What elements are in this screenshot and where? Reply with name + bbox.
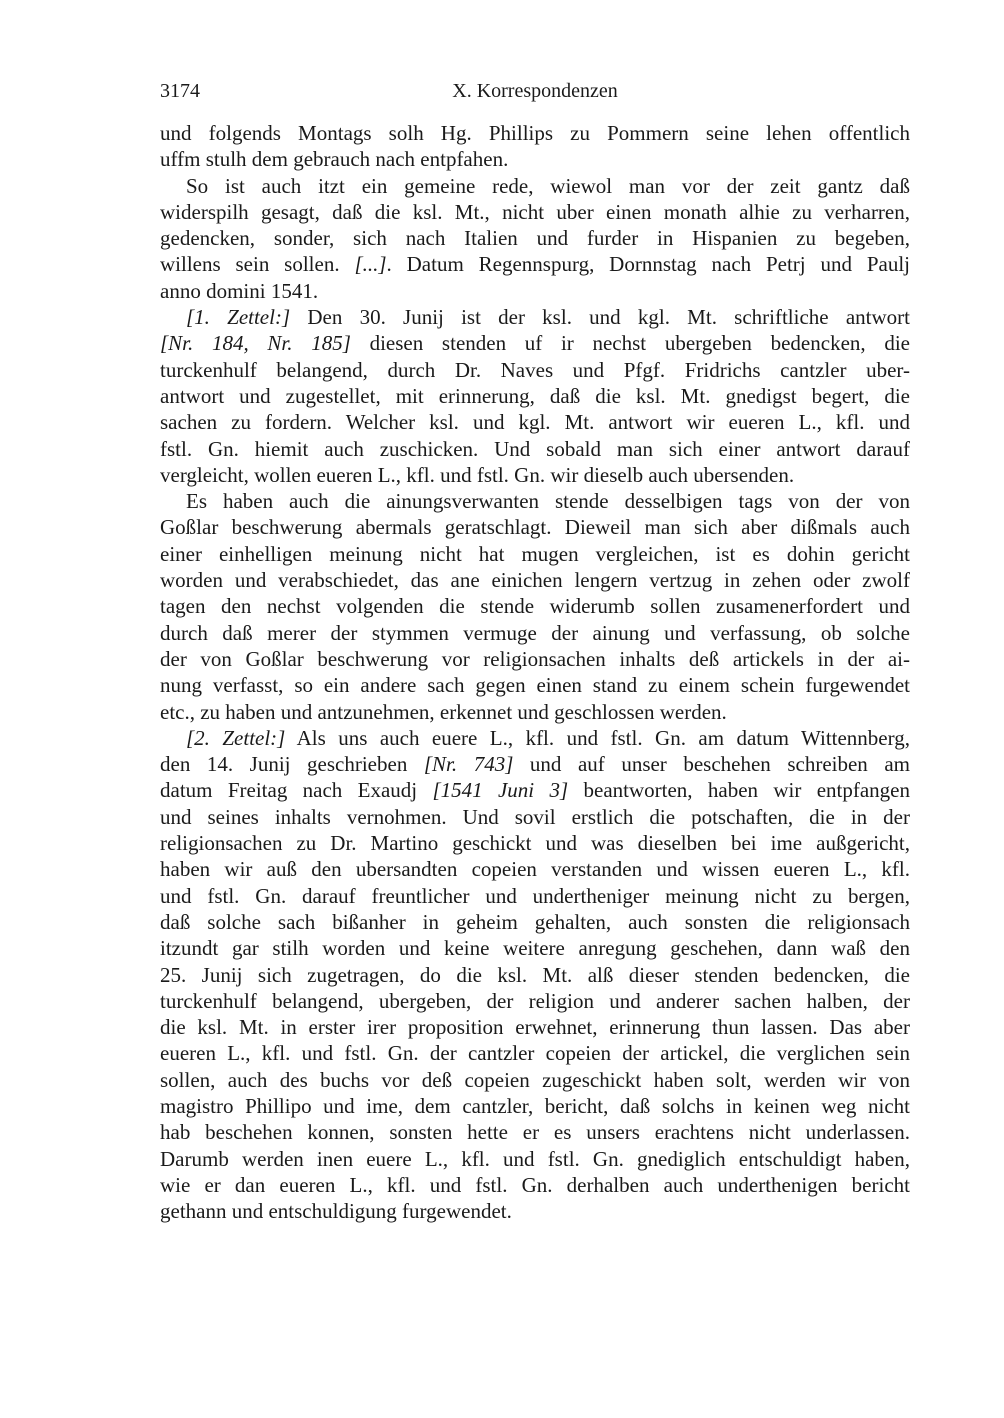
text-line (160, 777, 910, 803)
text-line (160, 830, 910, 856)
text-segment: sollen, auch des buchs vor deß copeien zugeschickt haben solt, werden wir von (160, 1067, 910, 1092)
text-segment: etc., zu haben und antzunehmen, erkennet und geschlossen werden. (160, 699, 727, 724)
text-segment: Darumb werden inen euere L., kfl. und fstl. Gn. gnediglich entschuldigt haben, (160, 1146, 910, 1171)
text-line (160, 1119, 910, 1145)
text-line (160, 173, 910, 199)
text-segment: widerspilh gesagt, daß die ksl. Mt., nicht uber einen monath alhie zu verharren, (160, 199, 910, 224)
text-line (160, 935, 910, 961)
text-segment: gethann und entschuldigung furgewendet. (160, 1199, 512, 1224)
text-line (160, 1014, 910, 1040)
text-segment: der von Goßlar beschwerung vor religionsachen inhalts deß artickels in der ai- (160, 646, 910, 671)
text-segment: hab beschehen konnen, sonsten hette er es unsers erachtens nicht underlassen. (160, 1120, 910, 1145)
text-line (160, 1093, 910, 1119)
text-segment: worden und verabschiedet, das ane einichen lengern vertzug in zehen oder zwolf (160, 568, 910, 593)
text-line (160, 462, 910, 488)
text-segment: nung verfasst, so ein andere sach gegen einen stand zu einem schein furgewendet (160, 673, 910, 698)
running-title: X. Korrespondenzen (452, 80, 618, 102)
text-line (160, 725, 910, 751)
text-line (160, 909, 910, 935)
text-segment: turckenhulf belangend, durch Dr. Naves und Pfgf. Fridrichs cantzler uber- (160, 357, 910, 382)
text-line (160, 1146, 910, 1172)
text-segment: datum Freitag nach Exaudj (160, 778, 433, 803)
text-line (160, 962, 910, 988)
text-line (160, 1040, 910, 1066)
text-segment: und folgends Montags solh Hg. Phillips zu Pommern seine lehen offentlich (160, 121, 910, 145)
editorial-note: [1541 Juni 3] (432, 778, 569, 803)
text-line (160, 567, 910, 593)
text-line (160, 225, 910, 251)
text-line (160, 804, 910, 830)
text-line (160, 357, 910, 383)
text-line (160, 251, 910, 277)
text-line (160, 1172, 910, 1198)
text-line (160, 488, 910, 514)
text-line (160, 278, 910, 304)
text-segment: fstl. Gn. hiemit auch zuschicken. Und sobald man sich einer antwort darauf (160, 436, 910, 461)
page-number: 3174 (160, 80, 200, 102)
text-segment: Es haben auch die ainungsverwanten stende desselbigen tags von der von (186, 489, 910, 514)
text-line (160, 120, 910, 146)
text-line (160, 1067, 910, 1093)
text-segment: beantworten, haben wir entpfangen (568, 778, 910, 803)
text-line (160, 436, 910, 462)
editorial-note: [2. Zettel:] (186, 725, 286, 750)
text-line (160, 751, 910, 777)
text-segment: So ist auch itzt ein gemeine rede, wiewol man vor der zeit gantz daß (186, 173, 910, 198)
text-segment: die ksl. Mt. in erster irer proposition erwehnet, erinnerung thun lassen. Das aber (160, 1015, 910, 1040)
text-line (160, 672, 910, 698)
text-segment: daß solche sach bißanher in geheim gehalten, auch sonsten die religionsach (160, 909, 910, 934)
document-body (160, 120, 910, 1224)
page-header (160, 80, 910, 106)
text-segment: tagen den nechst volgenden die stende widerumb sollen zusamenerfordert und (160, 594, 910, 619)
text-segment: turckenhulf belangend, ubergeben, der religion und anderer sachen halben, der (160, 988, 910, 1013)
text-line (160, 199, 910, 225)
text-line (160, 1198, 910, 1224)
text-segment: religionsachen zu Dr. Martino geschickt und was dieselben bei ime außgericht, (160, 831, 910, 856)
text-segment: Goßlar beschwerung abermals geratschlagt. Dieweil man sich aber dißmals auch (160, 515, 910, 540)
text-segment: willens sein sollen. (160, 252, 355, 277)
text-segment: wie er dan eueren L., kfl. und fstl. Gn. derhalben auch underthenigen bericht (160, 1172, 910, 1197)
text-line (160, 409, 910, 435)
text-segment: und fstl. Gn. darauf freuntlicher und undertheniger meinung nicht zu bergen, (160, 883, 910, 908)
text-segment: einer einhelligen meinung nicht hat mugen vergleichen, ist es dohin gericht (160, 541, 910, 566)
text-segment: und seines inhalts vernohmen. Und sovil erstlich die potschaften, die in der (160, 804, 910, 829)
text-segment: eueren L., kfl. und fstl. Gn. der cantzler copeien der artickel, die verglichen sein (160, 1041, 910, 1066)
text-segment: itzundt gar stilh worden und keine weitere anregung geschehen, dann waß den (160, 936, 910, 961)
text-segment: magistro Phillipo und ime, dem cantzler, bericht, daß solchs in keinen weg nicht (160, 1093, 910, 1118)
text-line (160, 330, 910, 356)
editorial-note: [Nr. 184, Nr. 185] (160, 331, 351, 356)
text-segment: gedencken, sonder, sich nach Italien und furder in Hispanien zu begeben, (160, 226, 910, 251)
text-line (160, 541, 910, 567)
text-line (160, 856, 910, 882)
text-line (160, 883, 910, 909)
text-segment: Als uns auch euere L., kfl. und fstl. Gn. am datum Wittennberg, (285, 725, 910, 750)
text-segment: Den 30. Junij ist der ksl. und kgl. Mt. schriftliche antwort (290, 305, 910, 330)
editorial-note: [Nr. 743] (423, 752, 514, 777)
text-segment: 25. Junij sich zugetragen, do die ksl. Mt. alß dieser stenden bedencken, die (160, 962, 910, 987)
text-segment: antwort und zugestellet, mit erinnerung, daß die ksl. Mt. gnedigst begert, die (160, 383, 910, 408)
text-segment: anno domini 1541. (160, 278, 319, 303)
text-line (160, 620, 910, 646)
text-segment: uffm stulh dem gebrauch nach entpfahen. (160, 147, 509, 172)
text-line (160, 593, 910, 619)
text-segment: und auf unser beschehen schreiben am (513, 752, 911, 777)
text-segment: diesen stenden uf ir nechst ubergeben bedencken, die (350, 331, 910, 356)
editorial-note: [1. Zettel:] (186, 305, 291, 330)
editorial-note: [...] (354, 252, 387, 277)
text-line (160, 304, 910, 330)
text-segment: haben wir auß den ubersandten copeien verstanden und wissen eueren L., kfl. (160, 857, 910, 882)
text-segment: vergleicht, wollen eueren L., kfl. und fstl. Gn. wir dieselb auch ubersenden. (160, 462, 795, 487)
text-line (160, 383, 910, 409)
text-segment: den 14. Junij geschrieben (160, 752, 424, 777)
text-line (160, 146, 910, 172)
text-segment: . Datum Regennspurg, Dornnstag nach Petrj und Paulj (386, 252, 910, 277)
text-line (160, 646, 910, 672)
text-line (160, 514, 910, 540)
text-segment: sachen zu fordern. Welcher ksl. und kgl. Mt. antwort wir eueren L., kfl. und (160, 410, 910, 435)
text-line (160, 699, 910, 725)
text-line (160, 988, 910, 1014)
text-segment: durch daß merer der stymmen vermuge der ainung und verfassung, ob solche (160, 620, 910, 645)
